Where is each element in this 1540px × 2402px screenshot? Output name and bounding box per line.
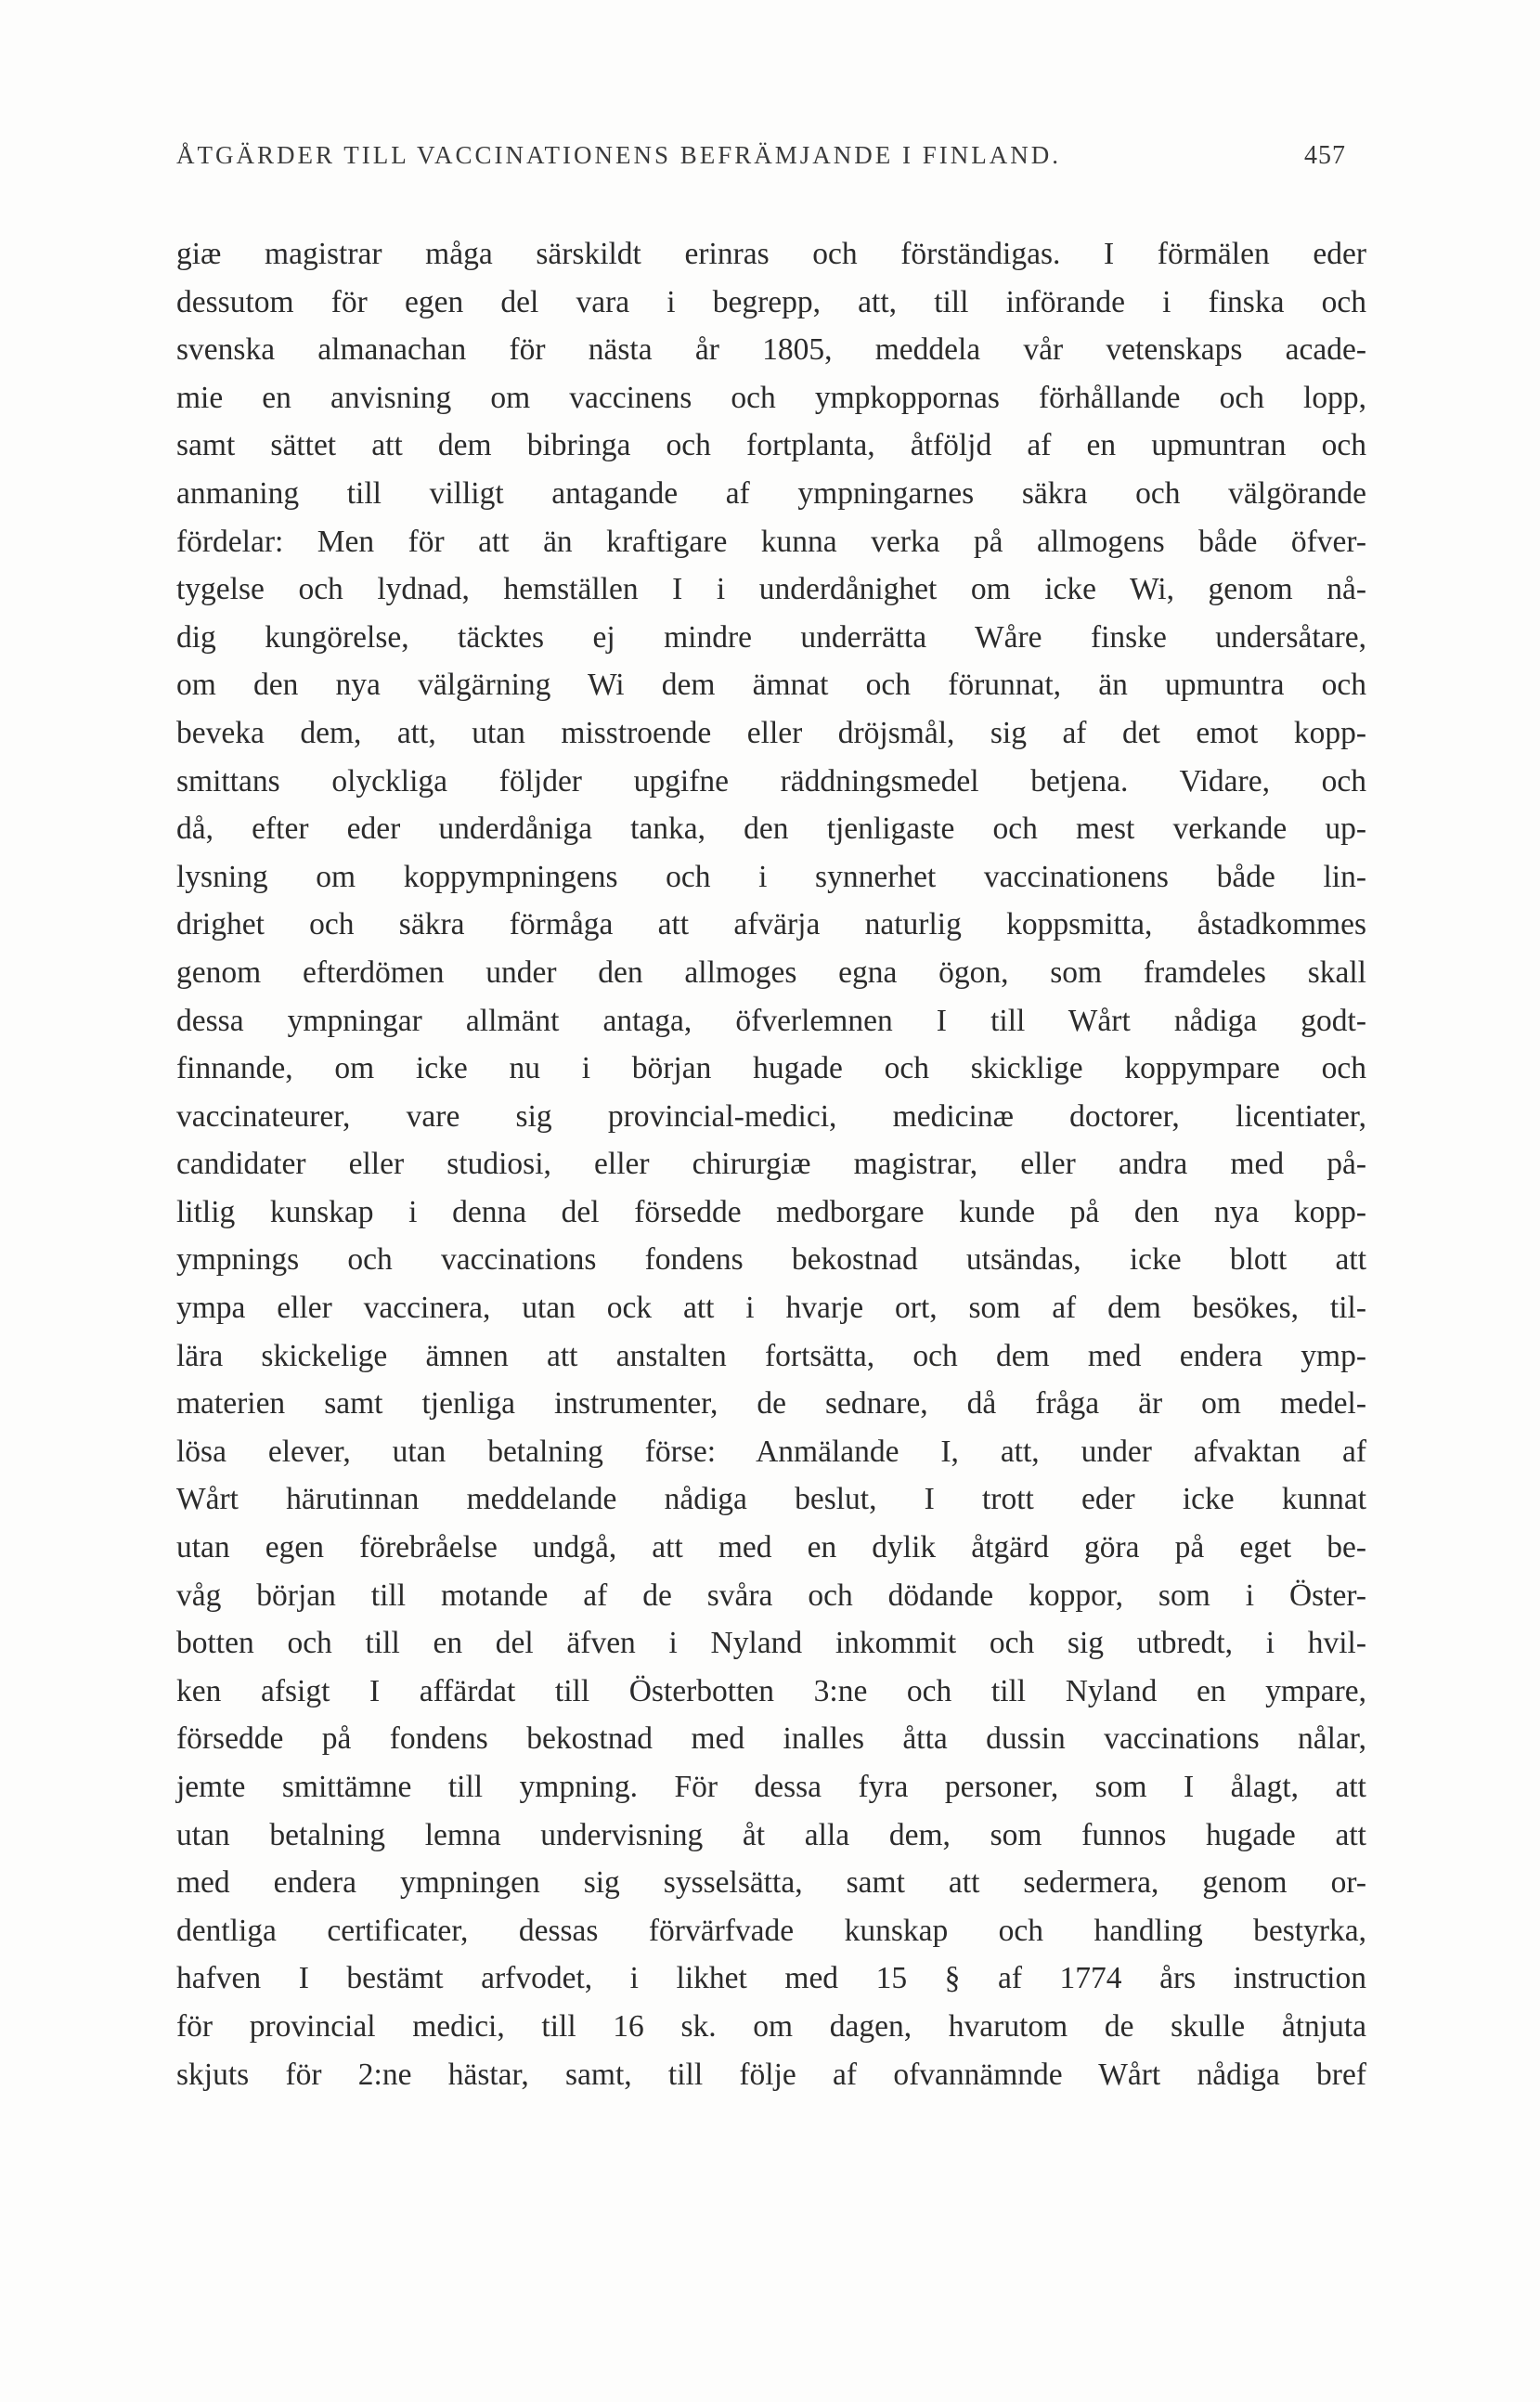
text-line: botten och till en del äfven i Nyland inkommit och sig utbredt, i hvil- — [176, 1626, 1366, 1661]
running-title: ÅTGÄRDER TILL VACCINATIONENS BEFRÄMJANDE I FINLAND. — [176, 141, 1062, 169]
text-line: ympa eller vaccinera, utan ock att i hvarje ort, som af dem besökes, til- — [176, 1291, 1366, 1326]
text-line: jemte smittämne till ympning. För dessa fyra personer, som I ålagt, att — [176, 1770, 1366, 1804]
text-line: lära skickelige ämnen att anstalten fortsätta, och dem med endera ymp- — [176, 1338, 1366, 1373]
text-line: anmaning till villigt antagande af ympningarnes säkra och välgörande — [176, 475, 1366, 511]
text-line: våg början till motande af de svåra och dödande koppor, som i Öster- — [176, 1578, 1366, 1613]
text-line: tygelse och lydnad, hemställen I i underdånighet om icke Wi, genom nå- — [176, 572, 1366, 607]
text-line: ken afsigt I affärdat till Österbotten 3:ne och till Nyland en ympare, — [176, 1673, 1366, 1708]
text-line: fördelar: Men för att än kraftigare kunna verka på allmogens både öfver- — [176, 524, 1366, 559]
text-line: Wårt härutinnan meddelande nådiga beslut, I trott eder icke kunnat — [176, 1482, 1366, 1517]
text-line: dig kungörelse, täcktes ej mindre underrätta Wåre finske undersåtare, — [176, 619, 1366, 655]
text-line: litlig kunskap i denna del försedde medborgare kunde på den nya kopp- — [176, 1194, 1366, 1229]
text-line: mie en anvisning om vaccinens och ympkoppornas förhållande och lopp, — [176, 380, 1366, 415]
body-text — [176, 230, 1366, 2098]
text-line: lösa elever, utan betalning förse: Anmälande I, att, under afvaktan af — [176, 1434, 1366, 1469]
text-line: vaccinateurer, vare sig provincial-medici, medicinæ doctorer, licentiater, — [176, 1098, 1366, 1134]
text-line: för provincial medici, till 16 sk. om dagen, hvarutom de skulle åtnjuta — [176, 2008, 1366, 2044]
text-line: med endera ympningen sig sysselsätta, samt att sedermera, genom or- — [176, 1865, 1366, 1901]
text-line: utan betalning lemna undervisning åt alla dem, som funnos hugade att — [176, 1817, 1366, 1852]
text-line: drighet och säkra förmåga att afvärja naturlig koppsmitta, åstadkommes — [176, 907, 1366, 942]
text-line: ympnings och vaccinations fondens bekostnad utsändas, icke blott att — [176, 1242, 1366, 1278]
running-header — [176, 141, 1346, 178]
text-line: svenska almanachan för nästa år 1805, meddela vår vetenskaps acade- — [176, 332, 1366, 368]
text-line: beveka dem, att, utan misstroende eller dröjsmål, sig af det emot kopp- — [176, 715, 1366, 750]
text-line: materien samt tjenliga instrumenter, de sednare, då fråga är om medel- — [176, 1386, 1366, 1422]
text-line: dessa ympningar allmänt antaga, öfverlemnen I till Wårt nådiga godt- — [176, 1003, 1366, 1038]
text-line: finnande, om icke nu i början hugade och skicklige koppympare och — [176, 1051, 1366, 1086]
text-line: skjuts för 2:ne hästar, samt, till följe af ofvannämnde Wårt nådiga bref — [176, 2057, 1366, 2092]
text-line: lysning om koppympningens och i synnerhet vaccinationens både lin- — [176, 859, 1366, 894]
text-line: om den nya välgärning Wi dem ämnat och förunnat, än upmuntra och — [176, 668, 1366, 703]
text-line: samt sättet att dem bibringa och fortplanta, åtföljd af en upmuntran och — [176, 428, 1366, 463]
text-line: dessutom för egen del vara i begrepp, att, till införande i finska och — [176, 284, 1366, 319]
text-line: giæ magistrar måga särskildt erinras och förständigas. I förmälen eder — [176, 237, 1366, 271]
text-line: försedde på fondens bekostnad med inalles åtta dussin vaccinations nålar, — [176, 1721, 1366, 1757]
text-line: candidater eller studiosi, eller chirurgiæ magistrar, eller andra med på- — [176, 1147, 1366, 1182]
text-line: hafven I bestämt arfvodet, i likhet med 15 § af 1774 års instruction — [176, 1961, 1366, 1996]
page-number: 457 — [1304, 141, 1346, 170]
text-line: utan egen förebråelse undgå, att med en dylik åtgärd göra på eget be- — [176, 1530, 1366, 1565]
text-line: då, efter eder underdåniga tanka, den tjenligaste och mest verkande up- — [176, 811, 1366, 847]
text-line: genom efterdömen under den allmoges egna ögon, som framdeles skall — [176, 954, 1366, 990]
text-line: dentliga certificater, dessas förvärfvade kunskap och handling bestyrka, — [176, 1913, 1366, 1948]
text-line: smittans olyckliga följder upgifne räddningsmedel betjena. Vidare, och — [176, 763, 1366, 799]
